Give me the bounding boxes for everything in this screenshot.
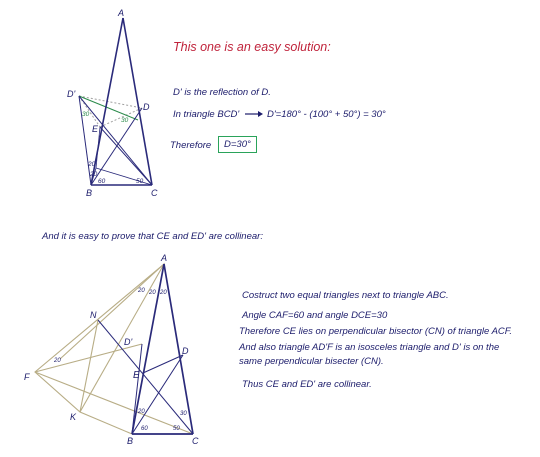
text-same-bisector: same perpendicular bisecter (CN). (239, 356, 384, 367)
fig2-angle-c-lower: 50 (173, 426, 180, 432)
fig1-label-e: E (92, 124, 99, 134)
text-isosceles: And also triangle AD'F is an isosceles triangle and D' is on the (239, 342, 500, 353)
fig2-label-d: D (182, 346, 189, 356)
fig2-angle-a2: 20 (149, 290, 156, 296)
fig2-angle-b-upper: 20 (138, 409, 145, 415)
text-construct: Costruct two equal triangles next to triangle ABC. (242, 290, 449, 301)
fig1-angle-b-lower: 60 (98, 178, 106, 185)
arrow-icon (245, 111, 263, 117)
fig2-aux-a-k (80, 264, 164, 412)
text-reflection: D' is the reflection of D. (173, 87, 271, 98)
fig2-label-e: E (133, 370, 140, 381)
fig2-label-a: A (161, 253, 168, 263)
fig2-aux-k-n (80, 320, 98, 412)
fig2-angle-c-upper: 30 (180, 411, 187, 417)
fig1-angle-c: 50 (136, 178, 144, 185)
fig2-angle-f: 20 (54, 358, 61, 364)
answer-box: D=30° (218, 136, 257, 153)
text-ce-bisector: Therefore CE lies on perpendicular bisector (CN) of triangle ACF. (239, 326, 512, 337)
text-therefore: Therefore (170, 140, 212, 151)
text-angles: Angle CAF=60 and angle DCE=30 (242, 310, 388, 321)
fig2-label-f: F (24, 372, 30, 382)
fig2-label-k: K (70, 412, 77, 422)
fig1-label-b: B (86, 188, 93, 198)
fig1-label-d: D (143, 102, 150, 112)
fig2-side-ac (164, 264, 193, 434)
text-collinear-intro: And it is easy to prove that CE and ED' are collinear: (42, 231, 263, 242)
fig2-line-cn (98, 320, 193, 434)
fig2-aux-f-c (35, 372, 193, 434)
fig2-label-dprime: D' (124, 337, 133, 347)
fig1-label-c: C (151, 188, 158, 198)
fig1-dashed-dprime-d (79, 96, 142, 108)
fig2-angle-b-lower: 60 (141, 426, 148, 432)
figure-1 (67, 8, 158, 198)
text-conclusion: Thus CE and ED' are collinear. (242, 379, 372, 390)
fig1-angle-b-upper: 20 (88, 161, 96, 168)
fig1-angle-d-left: 30 (82, 111, 90, 118)
fig2-angle-a1: 20 (138, 288, 145, 294)
heading-easy-solution: This one is an easy solution: (173, 40, 331, 54)
fig2-label-c: C (192, 436, 199, 446)
fig1-angle-d-right: 30 (121, 117, 129, 124)
fig1-angle-b-mid: 20 (90, 171, 98, 178)
fig1-label-dprime: D' (67, 89, 76, 99)
figure-2 (24, 253, 199, 446)
text-angle-result: D'=180° - (100° + 50°) = 30° (267, 109, 386, 120)
text-triangle-bcd: In triangle BCD' (173, 109, 240, 120)
fig2-angle-a3: 20 (160, 290, 167, 296)
fig2-label-b: B (127, 436, 134, 446)
fig2-label-n: N (90, 310, 97, 320)
fig1-label-a: A (118, 8, 125, 18)
